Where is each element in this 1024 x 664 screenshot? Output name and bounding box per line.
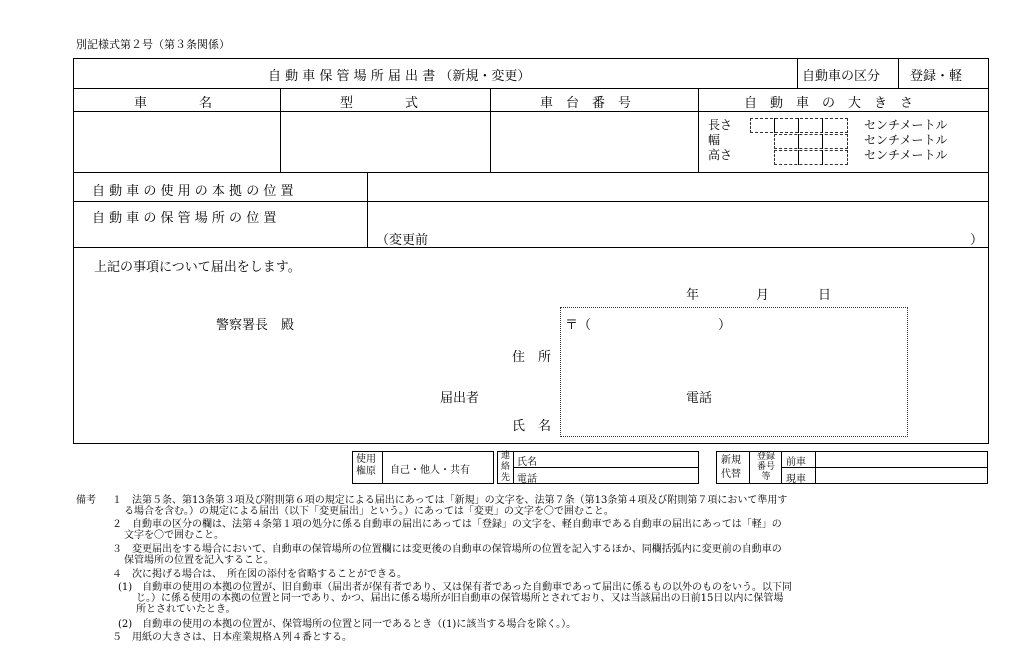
usage-right-label: 使用 権原 xyxy=(356,454,376,477)
height-unit: センチメートル xyxy=(864,148,948,162)
storage-location-label: 自 動 車 の 保 管 場 所 の 位 置 xyxy=(92,211,277,226)
postal-close: ） xyxy=(718,318,732,333)
name-label: 氏 名 xyxy=(512,419,552,434)
vehicle-class-label: 自動車の区分 xyxy=(802,69,881,84)
addressee: 警察署長 殿 xyxy=(216,318,295,333)
width-label: 幅 xyxy=(708,133,721,147)
note-line: (1) 自動車の使用の本拠の位置が、旧自動車（届出者が保有者であり、又は保有者であった自動車であって届出に係るもの以外のものをいう。以下同 xyxy=(118,582,792,593)
contact-name-label: 氏名 xyxy=(517,457,537,468)
registration-number-label: 登録 番号 等 xyxy=(756,452,775,482)
declaration-text: 上記の事項について届出をします。 xyxy=(94,260,301,275)
height-digit-boxes[interactable] xyxy=(774,150,848,165)
date-year: 年 xyxy=(686,288,700,303)
note-line: １ 法第５条、第13条第３項及び附則第６項の規定による届出にあっては「新規」の文字を、法第７条（第13条第４項及び附則第７項において準用す xyxy=(112,495,788,506)
applicant-label: 届出者 xyxy=(440,391,480,406)
vehicle-class-value[interactable]: 登録・軽 xyxy=(910,69,963,84)
notes-heading: 備考 xyxy=(76,495,96,506)
postal-open: 〒（ xyxy=(565,318,592,333)
before-change-close: ） xyxy=(970,233,984,248)
note-line: 所とされていたとき。 xyxy=(136,604,236,615)
address-label: 住 所 xyxy=(512,350,552,365)
note-line: ２ 自動車の区分の欄は、法第４条第１項の処分に係る自動車の届出にあっては「登録」の文字を、軽自動車である自動車の届出にあっては「軽」の xyxy=(112,519,782,530)
note-line: ３ 変更届出をする場合において、自動車の保管場所の位置欄には変更後の自動車の保管場所の位置を記入するほか、同欄括弧内に変更前の自動車の xyxy=(112,544,782,555)
column-size: 自 動 車 の 大 き さ xyxy=(744,96,914,111)
new-replace-label: 新規 代替 xyxy=(721,455,741,480)
note-line: ４ 次に掲げる場合は、 所在図の添付を省略することができる。 xyxy=(112,569,407,580)
note-line: る場合を含む。）の規定による届出（以下「変更届出」という。）にあっては「変更」の文字を〇で囲むこと。 xyxy=(124,506,614,517)
date-month: 月 xyxy=(756,288,770,303)
length-digit-boxes[interactable] xyxy=(750,118,848,133)
phone-label: 電話 xyxy=(686,391,713,406)
note-line: 文字を〇で囲むこと。 xyxy=(124,530,224,541)
column-model: 型 式 xyxy=(340,96,419,111)
length-label: 長さ xyxy=(708,118,733,132)
form-number: 別記様式第２号（第３条関係） xyxy=(76,38,230,51)
date-day: 日 xyxy=(818,288,832,303)
width-unit: センチメートル xyxy=(864,133,948,147)
column-chassis-number: 車 台 番 号 xyxy=(540,96,632,111)
note-line: ５ 用紙の大きさは、日本産業規格Ａ列４番とする。 xyxy=(112,632,352,643)
column-car-name: 車 名 xyxy=(134,96,213,111)
length-unit: センチメートル xyxy=(864,118,948,132)
usage-location-label: 自 動 車 の 使 用 の 本 拠 の 位 置 xyxy=(92,184,294,199)
contact-phone-label: 電話 xyxy=(517,474,537,485)
note-line: 保管場所の位置を記入すること。 xyxy=(124,555,274,566)
dimension-units xyxy=(864,118,948,163)
dimension-labels xyxy=(708,118,732,163)
previous-car-label: 前車 xyxy=(786,457,806,468)
before-change-open: （変更前 xyxy=(376,233,429,248)
contact-label: 連 絡 先 xyxy=(501,451,511,483)
applicant-box[interactable] xyxy=(560,307,908,437)
note-line: (2) 自動車の使用の本拠の位置が、保管場所の位置と同一であるとき（(1)に該当する場合を除く。）。 xyxy=(118,619,577,630)
note-line: じ。）に係る使用の本拠の位置と同一であり、かつ、届出に係る場所が旧自動車の保管場所とされており、又は当該届出の日前15日以内に保管場 xyxy=(136,593,784,604)
current-car-label: 現車 xyxy=(786,474,806,485)
height-label: 高さ xyxy=(708,148,733,162)
usage-right-value[interactable]: 自己・他人・共有 xyxy=(390,465,470,476)
form-title: 自 動 車 保 管 場 所 届 出 書 （新規・変更） xyxy=(268,69,531,84)
width-digit-boxes[interactable] xyxy=(774,134,848,149)
